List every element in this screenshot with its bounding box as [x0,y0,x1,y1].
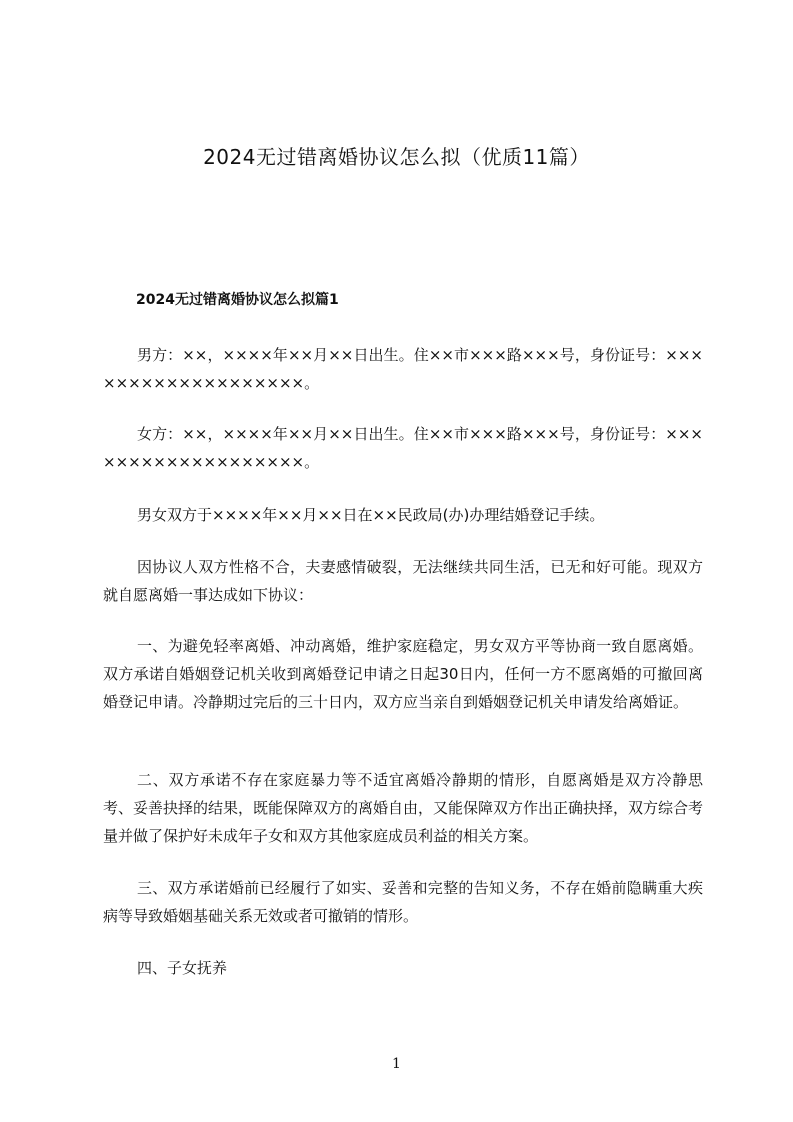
document-title: 2024无过错离婚协议怎么拟（优质11篇） [203,145,590,169]
paragraph-husband-info: 男方：××，××××年××月××日出生。住××市×××路×××号，身份证号：×××××××××××××××××××。 [103,346,703,392]
paragraph-wife-info: 女方：××，××××年××月××日出生。住××市×××路×××号，身份证号：×××××××××××××××××××。 [103,425,703,471]
paragraph-clause-2: 二、双方承诺不存在家庭暴力等不适宜离婚冷静期的情形，自愿离婚是双方冷静思考、妥善抉择的结果，既能保障双方的离婚自由，又能保障双方作出正确抉择，双方综合考量并做了保护好未成年子女和双方其他家庭成员利益的相关方案。 [103,771,704,845]
paragraph-clause-3: 三、双方承诺婚前已经履行了如实、妥善和完整的告知义务，不存在婚前隐瞒重大疾病等导致婚姻基础关系无效或者可撤销的情形。 [103,879,703,925]
section-heading: 2024无过错离婚协议怎么拟篇1 [136,292,339,308]
paragraph-marriage-registration: 男女双方于××××年××月××日在××民政局(办)办理结婚登记手续。 [137,506,605,524]
paragraph-clause-1: 一、为避免轻率离婚、冲动离婚，维护家庭稳定，男女双方平等协商一致自愿离婚。双方承诺自婚姻登记机关收到离婚登记申请之日起30日内，任何一方不愿离婚的可撤回离婚登记申请。冷静期过完后的三十日内，双方应当亲自到婚姻登记机关申请发给离婚证。 [103,637,703,711]
paragraph-divorce-reason: 因协议人双方性格不合，夫妻感情破裂，无法继续共同生活，已无和好可能。现双方就自愿离婚一事达成如下协议： [103,558,703,604]
page-number: 1 [392,1056,401,1072]
paragraph-clause-4-heading: 四、子女抚养 [137,959,228,977]
